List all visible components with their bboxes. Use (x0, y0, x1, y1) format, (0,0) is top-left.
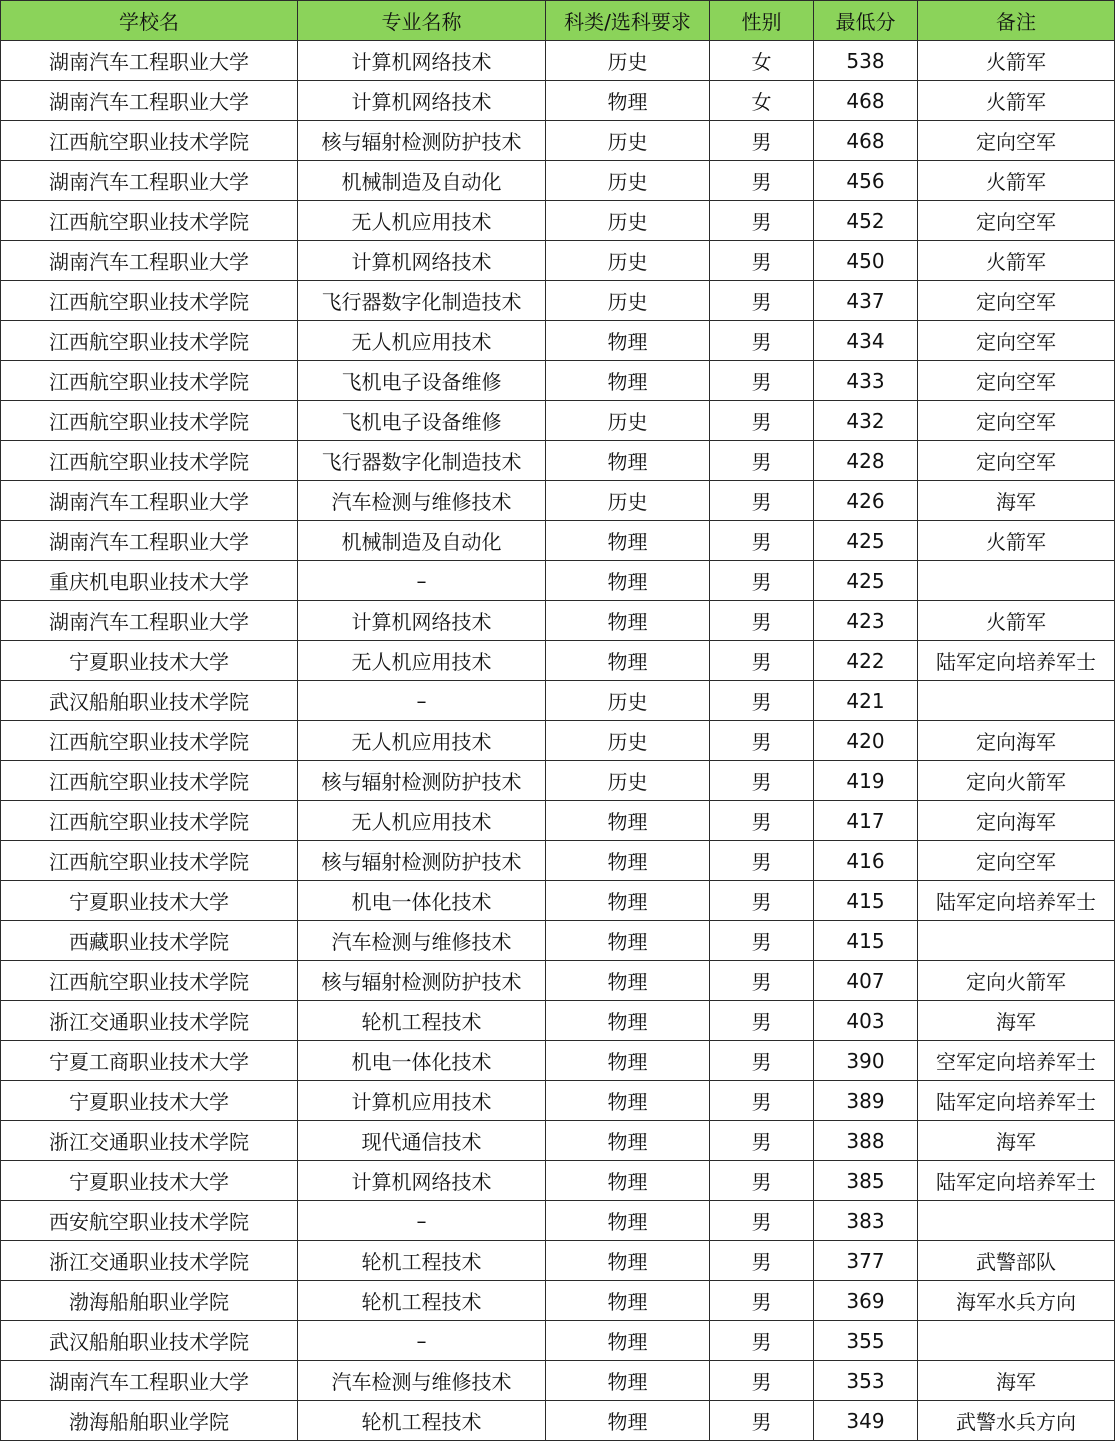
cell-major-name: 核与辐射检测防护技术 (298, 841, 546, 881)
cell-min-score: 468 (814, 81, 918, 121)
cell-major-name: 轮机工程技术 (298, 1281, 546, 1321)
table-row (1, 241, 1115, 281)
cell-gender: 男 (710, 761, 814, 801)
cell-subject-requirement: 历史 (546, 161, 710, 201)
cell-remarks: 定向空军 (918, 401, 1115, 441)
cell-min-score: 420 (814, 721, 918, 761)
cell-major-name: – (298, 561, 546, 601)
cell-remarks: 海军水兵方向 (918, 1281, 1115, 1321)
cell-major-name: – (298, 1321, 546, 1361)
cell-gender: 男 (710, 601, 814, 641)
header-major-name: 专业名称 (298, 1, 546, 41)
cell-remarks: 定向空军 (918, 361, 1115, 401)
cell-school-name: 宁夏职业技术大学 (1, 881, 298, 921)
cell-gender: 男 (710, 1081, 814, 1121)
cell-school-name: 江西航空职业技术学院 (1, 321, 298, 361)
cell-min-score: 468 (814, 121, 918, 161)
cell-major-name: 轮机工程技术 (298, 1241, 546, 1281)
cell-school-name: 江西航空职业技术学院 (1, 361, 298, 401)
cell-gender: 男 (710, 121, 814, 161)
cell-min-score: 417 (814, 801, 918, 841)
header-min-score: 最低分 (814, 1, 918, 41)
cell-min-score: 383 (814, 1201, 918, 1241)
cell-min-score: 385 (814, 1161, 918, 1201)
table-row (1, 841, 1115, 881)
header-gender: 性别 (710, 1, 814, 41)
cell-subject-requirement: 历史 (546, 201, 710, 241)
cell-school-name: 湖南汽车工程职业大学 (1, 161, 298, 201)
cell-remarks: 海军 (918, 481, 1115, 521)
cell-school-name: 宁夏职业技术大学 (1, 1161, 298, 1201)
cell-subject-requirement: 历史 (546, 721, 710, 761)
cell-subject-requirement: 历史 (546, 121, 710, 161)
table-row (1, 681, 1115, 721)
cell-gender: 男 (710, 921, 814, 961)
cell-major-name: 飞行器数字化制造技术 (298, 281, 546, 321)
cell-gender: 男 (710, 961, 814, 1001)
cell-remarks: 定向火箭军 (918, 761, 1115, 801)
table-row (1, 361, 1115, 401)
cell-major-name: 计算机网络技术 (298, 601, 546, 641)
cell-major-name: 无人机应用技术 (298, 321, 546, 361)
cell-subject-requirement: 物理 (546, 1001, 710, 1041)
cell-subject-requirement: 物理 (546, 1081, 710, 1121)
table-row (1, 601, 1115, 641)
cell-school-name: 宁夏工商职业技术大学 (1, 1041, 298, 1081)
cell-remarks (918, 1321, 1115, 1361)
cell-subject-requirement: 物理 (546, 1281, 710, 1321)
cell-school-name: 湖南汽车工程职业大学 (1, 41, 298, 81)
cell-school-name: 浙江交通职业技术学院 (1, 1121, 298, 1161)
cell-major-name: 汽车检测与维修技术 (298, 481, 546, 521)
cell-major-name: 飞行器数字化制造技术 (298, 441, 546, 481)
cell-gender: 男 (710, 521, 814, 561)
cell-school-name: 江西航空职业技术学院 (1, 441, 298, 481)
cell-min-score: 456 (814, 161, 918, 201)
cell-subject-requirement: 历史 (546, 681, 710, 721)
cell-min-score: 419 (814, 761, 918, 801)
cell-school-name: 湖南汽车工程职业大学 (1, 521, 298, 561)
cell-remarks: 海军 (918, 1001, 1115, 1041)
cell-gender: 男 (710, 1201, 814, 1241)
cell-subject-requirement: 物理 (546, 961, 710, 1001)
table-row (1, 121, 1115, 161)
cell-gender: 男 (710, 1161, 814, 1201)
table-row (1, 1281, 1115, 1321)
cell-school-name: 宁夏职业技术大学 (1, 641, 298, 681)
cell-major-name: 无人机应用技术 (298, 721, 546, 761)
cell-school-name: 湖南汽车工程职业大学 (1, 241, 298, 281)
cell-major-name: 核与辐射检测防护技术 (298, 961, 546, 1001)
cell-gender: 男 (710, 841, 814, 881)
cell-subject-requirement: 物理 (546, 641, 710, 681)
cell-remarks: 火箭军 (918, 161, 1115, 201)
cell-remarks: 武警水兵方向 (918, 1401, 1115, 1441)
cell-min-score: 403 (814, 1001, 918, 1041)
table-row (1, 1161, 1115, 1201)
cell-gender: 男 (710, 561, 814, 601)
table-header-row (1, 1, 1115, 41)
cell-min-score: 421 (814, 681, 918, 721)
cell-school-name: 江西航空职业技术学院 (1, 401, 298, 441)
cell-gender: 男 (710, 1041, 814, 1081)
cell-min-score: 538 (814, 41, 918, 81)
cell-major-name: – (298, 1201, 546, 1241)
table-row (1, 881, 1115, 921)
cell-remarks: 定向空军 (918, 201, 1115, 241)
cell-remarks: 火箭军 (918, 521, 1115, 561)
table-row (1, 641, 1115, 681)
cell-subject-requirement: 物理 (546, 881, 710, 921)
cell-subject-requirement: 物理 (546, 1241, 710, 1281)
cell-school-name: 湖南汽车工程职业大学 (1, 81, 298, 121)
cell-subject-requirement: 物理 (546, 1361, 710, 1401)
cell-remarks (918, 921, 1115, 961)
cell-subject-requirement: 物理 (546, 361, 710, 401)
table-row (1, 281, 1115, 321)
cell-min-score: 452 (814, 201, 918, 241)
cell-subject-requirement: 物理 (546, 921, 710, 961)
cell-subject-requirement: 物理 (546, 1121, 710, 1161)
cell-remarks: 定向空军 (918, 281, 1115, 321)
cell-min-score: 422 (814, 641, 918, 681)
cell-subject-requirement: 物理 (546, 1041, 710, 1081)
table-row (1, 201, 1115, 241)
table-row (1, 1241, 1115, 1281)
cell-major-name: 机械制造及自动化 (298, 161, 546, 201)
cell-school-name: 湖南汽车工程职业大学 (1, 1361, 298, 1401)
cell-subject-requirement: 历史 (546, 401, 710, 441)
cell-min-score: 416 (814, 841, 918, 881)
table-row (1, 1401, 1115, 1441)
table-row (1, 521, 1115, 561)
cell-subject-requirement: 历史 (546, 281, 710, 321)
cell-min-score: 415 (814, 881, 918, 921)
cell-subject-requirement: 物理 (546, 1161, 710, 1201)
cell-major-name: 核与辐射检测防护技术 (298, 761, 546, 801)
cell-remarks: 空军定向培养军士 (918, 1041, 1115, 1081)
cell-subject-requirement: 物理 (546, 1201, 710, 1241)
cell-min-score: 428 (814, 441, 918, 481)
cell-school-name: 湖南汽车工程职业大学 (1, 601, 298, 641)
cell-school-name: 西安航空职业技术学院 (1, 1201, 298, 1241)
cell-remarks: 陆军定向培养军士 (918, 1081, 1115, 1121)
cell-subject-requirement: 物理 (546, 561, 710, 601)
cell-min-score: 450 (814, 241, 918, 281)
cell-min-score: 407 (814, 961, 918, 1001)
cell-remarks: 陆军定向培养军士 (918, 641, 1115, 681)
table-row (1, 961, 1115, 1001)
header-school-name: 学校名 (1, 1, 298, 41)
cell-remarks: 陆军定向培养军士 (918, 1161, 1115, 1201)
cell-remarks: 火箭军 (918, 601, 1115, 641)
cell-gender: 男 (710, 1281, 814, 1321)
table-row (1, 441, 1115, 481)
cell-remarks: 海军 (918, 1361, 1115, 1401)
cell-remarks: 定向空军 (918, 321, 1115, 361)
cell-gender: 女 (710, 81, 814, 121)
cell-remarks: 陆军定向培养军士 (918, 881, 1115, 921)
cell-min-score: 377 (814, 1241, 918, 1281)
cell-school-name: 江西航空职业技术学院 (1, 281, 298, 321)
cell-school-name: 渤海船舶职业学院 (1, 1281, 298, 1321)
cell-major-name: 计算机应用技术 (298, 1081, 546, 1121)
cell-min-score: 434 (814, 321, 918, 361)
cell-gender: 男 (710, 441, 814, 481)
table-row (1, 81, 1115, 121)
cell-subject-requirement: 物理 (546, 521, 710, 561)
table-body (1, 41, 1115, 1441)
cell-remarks (918, 681, 1115, 721)
cell-major-name: 汽车检测与维修技术 (298, 921, 546, 961)
cell-school-name: 浙江交通职业技术学院 (1, 1001, 298, 1041)
cell-remarks: 武警部队 (918, 1241, 1115, 1281)
cell-min-score: 369 (814, 1281, 918, 1321)
cell-subject-requirement: 物理 (546, 1401, 710, 1441)
cell-major-name: 无人机应用技术 (298, 801, 546, 841)
cell-major-name: 计算机网络技术 (298, 241, 546, 281)
cell-min-score: 425 (814, 521, 918, 561)
cell-remarks: 定向空军 (918, 121, 1115, 161)
cell-school-name: 西藏职业技术学院 (1, 921, 298, 961)
cell-subject-requirement: 物理 (546, 841, 710, 881)
cell-gender: 男 (710, 1121, 814, 1161)
table-row (1, 481, 1115, 521)
cell-school-name: 宁夏职业技术大学 (1, 1081, 298, 1121)
cell-gender: 男 (710, 1401, 814, 1441)
cell-min-score: 390 (814, 1041, 918, 1081)
cell-major-name: 计算机网络技术 (298, 81, 546, 121)
cell-min-score: 355 (814, 1321, 918, 1361)
cell-remarks (918, 561, 1115, 601)
cell-major-name: – (298, 681, 546, 721)
cell-major-name: 机电一体化技术 (298, 881, 546, 921)
cell-remarks: 海军 (918, 1121, 1115, 1161)
table-row (1, 1001, 1115, 1041)
cell-gender: 男 (710, 361, 814, 401)
cell-remarks: 定向海军 (918, 721, 1115, 761)
table-row (1, 1201, 1115, 1241)
table-row (1, 401, 1115, 441)
table-row (1, 1361, 1115, 1401)
cell-subject-requirement: 物理 (546, 1321, 710, 1361)
cell-major-name: 无人机应用技术 (298, 201, 546, 241)
cell-min-score: 353 (814, 1361, 918, 1401)
table-row (1, 921, 1115, 961)
cell-remarks: 火箭军 (918, 41, 1115, 81)
cell-school-name: 浙江交通职业技术学院 (1, 1241, 298, 1281)
cell-gender: 男 (710, 161, 814, 201)
table-row (1, 1121, 1115, 1161)
cell-school-name: 武汉船舶职业技术学院 (1, 681, 298, 721)
cell-gender: 男 (710, 1361, 814, 1401)
cell-gender: 男 (710, 881, 814, 921)
cell-min-score: 433 (814, 361, 918, 401)
cell-gender: 男 (710, 281, 814, 321)
table-row (1, 161, 1115, 201)
cell-min-score: 349 (814, 1401, 918, 1441)
cell-remarks: 定向空军 (918, 441, 1115, 481)
cell-gender: 男 (710, 481, 814, 521)
cell-major-name: 汽车检测与维修技术 (298, 1361, 546, 1401)
cell-subject-requirement: 历史 (546, 481, 710, 521)
table-row (1, 1321, 1115, 1361)
cell-major-name: 计算机网络技术 (298, 41, 546, 81)
cell-major-name: 飞机电子设备维修 (298, 361, 546, 401)
cell-min-score: 426 (814, 481, 918, 521)
cell-gender: 男 (710, 241, 814, 281)
header-remarks: 备注 (918, 1, 1115, 41)
cell-remarks (918, 1201, 1115, 1241)
cell-subject-requirement: 历史 (546, 41, 710, 81)
cell-subject-requirement: 历史 (546, 761, 710, 801)
cell-school-name: 江西航空职业技术学院 (1, 761, 298, 801)
cell-school-name: 湖南汽车工程职业大学 (1, 481, 298, 521)
cell-school-name: 武汉船舶职业技术学院 (1, 1321, 298, 1361)
cell-major-name: 无人机应用技术 (298, 641, 546, 681)
cell-gender: 男 (710, 1321, 814, 1361)
cell-min-score: 425 (814, 561, 918, 601)
cell-gender: 男 (710, 401, 814, 441)
cell-subject-requirement: 物理 (546, 801, 710, 841)
cell-remarks: 火箭军 (918, 241, 1115, 281)
table-row (1, 1041, 1115, 1081)
table-row (1, 761, 1115, 801)
cell-remarks: 定向空军 (918, 841, 1115, 881)
cell-min-score: 388 (814, 1121, 918, 1161)
cell-school-name: 江西航空职业技术学院 (1, 841, 298, 881)
cell-school-name: 渤海船舶职业学院 (1, 1401, 298, 1441)
cell-remarks: 定向海军 (918, 801, 1115, 841)
cell-min-score: 432 (814, 401, 918, 441)
cell-major-name: 核与辐射检测防护技术 (298, 121, 546, 161)
table-row (1, 321, 1115, 361)
cell-subject-requirement: 物理 (546, 81, 710, 121)
cell-school-name: 江西航空职业技术学院 (1, 121, 298, 161)
cell-school-name: 江西航空职业技术学院 (1, 201, 298, 241)
cell-gender: 男 (710, 1241, 814, 1281)
cell-gender: 女 (710, 41, 814, 81)
cell-min-score: 415 (814, 921, 918, 961)
table-row (1, 41, 1115, 81)
cell-min-score: 423 (814, 601, 918, 641)
cell-gender: 男 (710, 201, 814, 241)
cell-min-score: 437 (814, 281, 918, 321)
cell-major-name: 计算机网络技术 (298, 1161, 546, 1201)
cell-remarks: 定向火箭军 (918, 961, 1115, 1001)
cell-major-name: 轮机工程技术 (298, 1401, 546, 1441)
header-subject-requirement: 科类/选科要求 (546, 1, 710, 41)
cell-gender: 男 (710, 321, 814, 361)
cell-major-name: 轮机工程技术 (298, 1001, 546, 1041)
cell-gender: 男 (710, 801, 814, 841)
table-row (1, 561, 1115, 601)
cell-gender: 男 (710, 721, 814, 761)
cell-gender: 男 (710, 1001, 814, 1041)
cell-min-score: 389 (814, 1081, 918, 1121)
cell-subject-requirement: 物理 (546, 601, 710, 641)
table-row (1, 801, 1115, 841)
cell-major-name: 机电一体化技术 (298, 1041, 546, 1081)
cell-subject-requirement: 物理 (546, 321, 710, 361)
cell-school-name: 江西航空职业技术学院 (1, 801, 298, 841)
cell-school-name: 江西航空职业技术学院 (1, 721, 298, 761)
cell-major-name: 现代通信技术 (298, 1121, 546, 1161)
cell-major-name: 飞机电子设备维修 (298, 401, 546, 441)
cell-remarks: 火箭军 (918, 81, 1115, 121)
cell-gender: 男 (710, 641, 814, 681)
table-row (1, 1081, 1115, 1121)
cell-gender: 男 (710, 681, 814, 721)
table-row (1, 721, 1115, 761)
cell-school-name: 江西航空职业技术学院 (1, 961, 298, 1001)
cell-major-name: 机械制造及自动化 (298, 521, 546, 561)
cell-school-name: 重庆机电职业技术大学 (1, 561, 298, 601)
cell-subject-requirement: 历史 (546, 241, 710, 281)
cell-subject-requirement: 物理 (546, 441, 710, 481)
